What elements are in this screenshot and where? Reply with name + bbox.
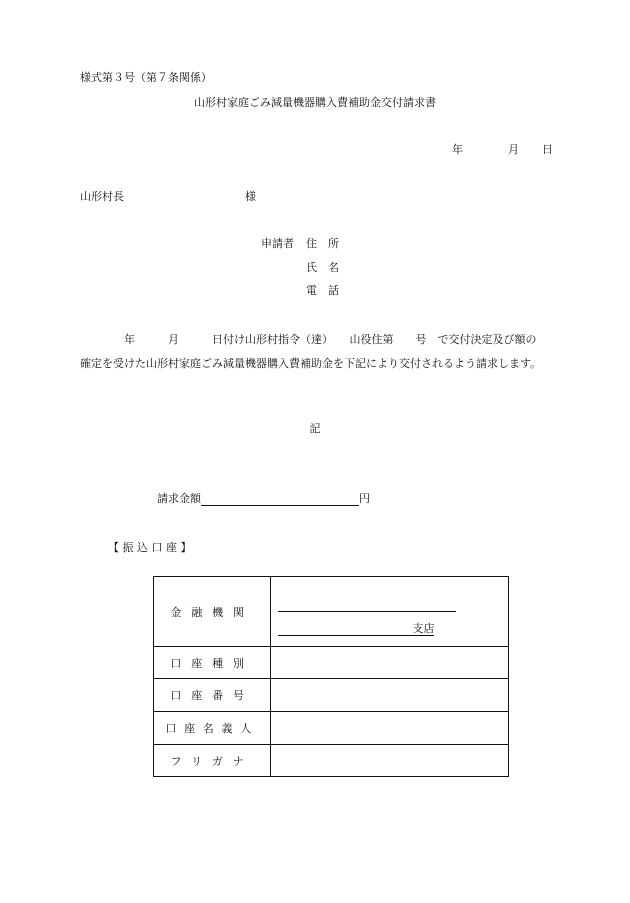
applicant-name-row [261,261,339,275]
branch-blank-line [278,622,434,636]
date-year: 年 [452,143,463,156]
furigana-field [271,745,509,777]
applicant-phone-row [261,284,339,298]
table-row [154,679,509,712]
recipient [80,190,256,204]
date-line [452,143,553,157]
account-type-field [271,647,509,679]
furigana-label: フリガナ [154,745,271,777]
form-number: 様式第３号（第７条関係） [80,71,212,84]
account-type-label: 口座種別 [154,647,271,679]
account-number-field [271,679,509,712]
table-row [154,577,509,647]
request-body-line-2: 確定を受けた山形村家庭ごみ減量機器購入費補助金を下記により交付されるよう請求します。 [80,357,542,370]
bank-account-table [153,576,509,777]
recipient-honorific: 様 [245,190,256,203]
branch-suffix: 支店 [412,621,435,635]
name-label: 氏 名 [306,261,339,274]
institution-blank-line [278,611,456,612]
financial-institution-field [271,577,509,647]
amount-unit: 円 [359,492,370,505]
request-body [80,328,550,376]
recipient-name: 山形村長 [80,190,124,203]
table-row [154,647,509,679]
account-number-label: 口座番号 [154,679,271,712]
date-month: 月 [508,143,519,156]
financial-institution-label: 金融機関 [154,577,271,647]
address-label: 住 所 [306,237,339,250]
date-day: 日 [542,143,553,156]
table-row [154,745,509,777]
applicant-role: 申請者 [261,237,294,250]
account-holder-field [271,712,509,745]
applicant-address-row [261,237,339,251]
document-title: 山形村家庭ごみ減量機器購入費補助金交付請求書 [194,96,436,109]
account-holder-label: 口座名義人 [154,712,271,745]
amount-blank-line [201,493,359,506]
table-row [154,712,509,745]
bank-account-heading: 【 振 込 口 座 】 [108,541,192,554]
request-body-line-1: 年 月 日付け山形村指令（達） 山役住第 号 で交付決定及び額の [124,333,537,346]
ki-heading: 記 [309,422,321,435]
amount-label: 請求金額 [157,492,201,505]
amount-row [157,492,370,506]
phone-label: 電 話 [306,284,339,297]
